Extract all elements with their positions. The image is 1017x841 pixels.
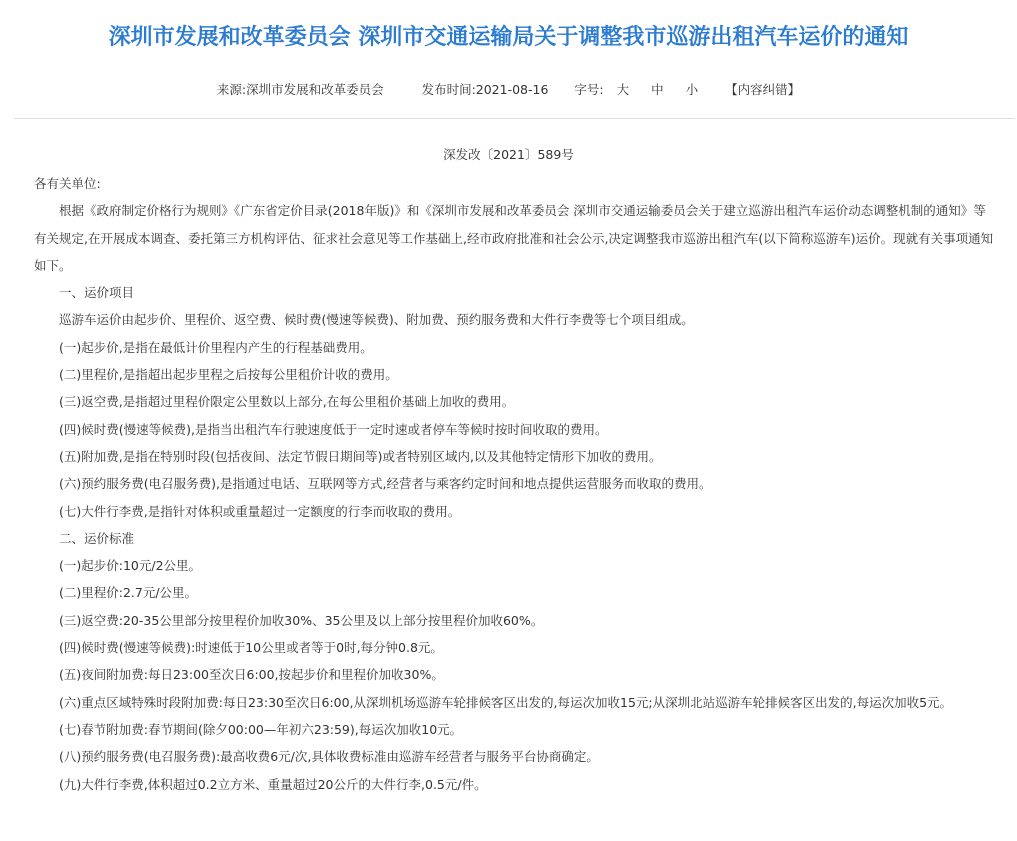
publish-date-value: 2021-08-16 — [475, 82, 549, 97]
list-item: (五)附加费,是指在特别时段(包括夜间、法定节假日期间等)或者特别区域内,以及其他特定情形下加收的费用。 — [59, 448, 662, 464]
document-number: 深发改〔2021〕589号 — [443, 147, 574, 162]
header-divider — [14, 118, 1015, 119]
font-size-medium-button[interactable]: 中 — [651, 82, 664, 97]
list-item: (四)候时费(慢速等候费),是指当出租汽车行驶速度低于一定时速或者停车等候时按时间收取的费用。 — [59, 421, 608, 437]
list-item: (四)候时费(慢速等候费):时速低于10公里或者等于0时,每分钟0.8元。 — [59, 640, 443, 656]
list-item: (一)起步价,是指在最低计价里程内产生的行程基础费用。 — [59, 339, 373, 355]
salutation: 各有关单位: — [34, 176, 101, 191]
font-size-small-button[interactable]: 小 — [685, 82, 699, 97]
list-item: (二)里程价:2.7元/公里。 — [59, 585, 198, 601]
content-error-report-link[interactable]: 【内容纠错】 — [725, 82, 801, 97]
list-item: (七)大件行李费,是指针对体积或重量超过一定额度的行李而收取的费用。 — [59, 503, 461, 519]
list-item: (六)预约服务费(电召服务费),是指通过电话、互联网等方式,经营者与乘客约定时间和地点提供运营服务而收取的费用。 — [59, 476, 712, 492]
list-item: (九)大件行李费,体积超过0.2立方米、重量超过20公斤的大件行李,0.5元/件。 — [59, 776, 487, 792]
list-item: (二)里程价,是指超出起步里程之后按每公里租价计收的费用。 — [59, 367, 398, 383]
article-meta — [0, 80, 1017, 98]
paragraph: 巡游车运价由起步价、里程价、返空费、候时费(慢速等候费)、附加费、预约服务费和大件行李费等七个项目组成。 — [59, 312, 694, 328]
section-heading-1: 一、运价项目 — [59, 285, 135, 301]
source-label: 来源: — [216, 82, 247, 97]
font-size-label: 字号: — [574, 82, 604, 97]
article-body — [34, 170, 996, 798]
intro-paragraph: 根据《政府制定价格行为规则》《广东省定价目录(2018年版)》和《深圳市发展和改革委员会 深圳市交通运输委员会关于建立巡游出租汽车运价动态调整机制的通知》等有关规定,在开展成本调查、委托第三方机构评估、征求社会意见等工作基础上,经市政府批准和社会公示,决定调整我市巡游出租汽车(以下简称巡游车)运价。现就有关事项通知如下。 — [34, 203, 994, 273]
font-size-large-button[interactable]: 大 — [616, 82, 630, 97]
list-item: (六)重点区域特殊时段附加费:每日23:30至次日6:00,从深圳机场巡游车轮排候客区出发的,每运次加收15元;从深圳北站巡游车轮排候客区出发的,每运次加收5元。 — [59, 694, 953, 710]
source-value: 深圳市发展和改革委员会 — [246, 82, 384, 97]
list-item: (一)起步价:10元/2公里。 — [59, 558, 202, 574]
publish-date-label: 发布时间: — [421, 82, 476, 97]
list-item: (七)春节附加费:春节期间(除夕00:00—年初六23:59),每运次加收10元。 — [59, 721, 463, 737]
list-item: (五)夜间附加费:每日23:00至次日6:00,按起步价和里程价加收30%。 — [59, 667, 444, 683]
list-item: (三)返空费:20-35公里部分按里程价加收30%、35公里及以上部分按里程价加收60%。 — [59, 612, 544, 628]
section-heading-2: 二、运价标准 — [59, 530, 135, 546]
list-item: (八)预约服务费(电召服务费):最高收费6元/次,具体收费标准由巡游车经营者与服务平台协商确定。 — [59, 749, 599, 765]
article-title: 深圳市发展和改革委员会 深圳市交通运输局关于调整我市巡游出租汽车运价的通知 — [108, 25, 909, 50]
list-item: (三)返空费,是指超过里程价限定公里数以上部分,在每公里租价基础上加收的费用。 — [59, 394, 515, 410]
